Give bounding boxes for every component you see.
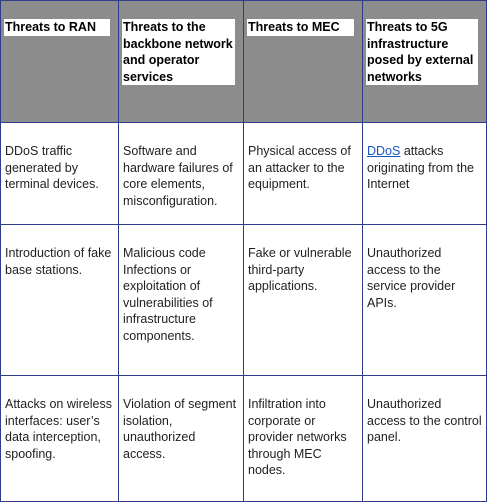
header-label-mec: Threats to MEC	[247, 19, 354, 36]
cell-backbone: Software and hardware failures of core elements, misconfiguration.	[119, 123, 244, 225]
cell-external-text: attacks originating from the Internet	[367, 144, 475, 191]
cell-backbone: Malicious code Infections or exploitation of vulnerabilities of infrastructure components.	[119, 225, 244, 376]
cell-external: Unauthorized access to the control panel.	[363, 376, 487, 502]
table-row	[1, 123, 487, 225]
table-row	[1, 225, 487, 376]
header-cell-external	[363, 1, 487, 123]
header-cell-backbone	[119, 1, 244, 123]
ddos-link[interactable]: DDoS	[367, 144, 401, 158]
cell-external: Unauthorized access to the service provider APIs.	[363, 225, 487, 376]
table-row	[1, 376, 487, 502]
header-label-ran: Threats to RAN	[4, 19, 110, 36]
table-header-row	[1, 1, 487, 123]
cell-ran: DDoS traffic generated by terminal devices.	[1, 123, 119, 225]
cell-backbone: Violation of segment isolation, unauthorized access.	[119, 376, 244, 502]
header-cell-ran	[1, 1, 119, 123]
cell-mec: Physical access of an attacker to the equipment.	[244, 123, 363, 225]
cell-mec: Infiltration into corporate or provider networks through MEC nodes.	[244, 376, 363, 502]
header-label-external: Threats to 5G infrastructure posed by external networks	[366, 19, 478, 85]
cell-ran: Attacks on wireless interfaces: user’s data interception, spoofing.	[1, 376, 119, 502]
cell-external	[363, 123, 487, 225]
header-label-backbone: Threats to the backbone network and operator services	[122, 19, 235, 85]
cell-ran: Introduction of fake base stations.	[1, 225, 119, 376]
header-cell-mec	[244, 1, 363, 123]
cell-mec: Fake or vulnerable third-party applications.	[244, 225, 363, 376]
